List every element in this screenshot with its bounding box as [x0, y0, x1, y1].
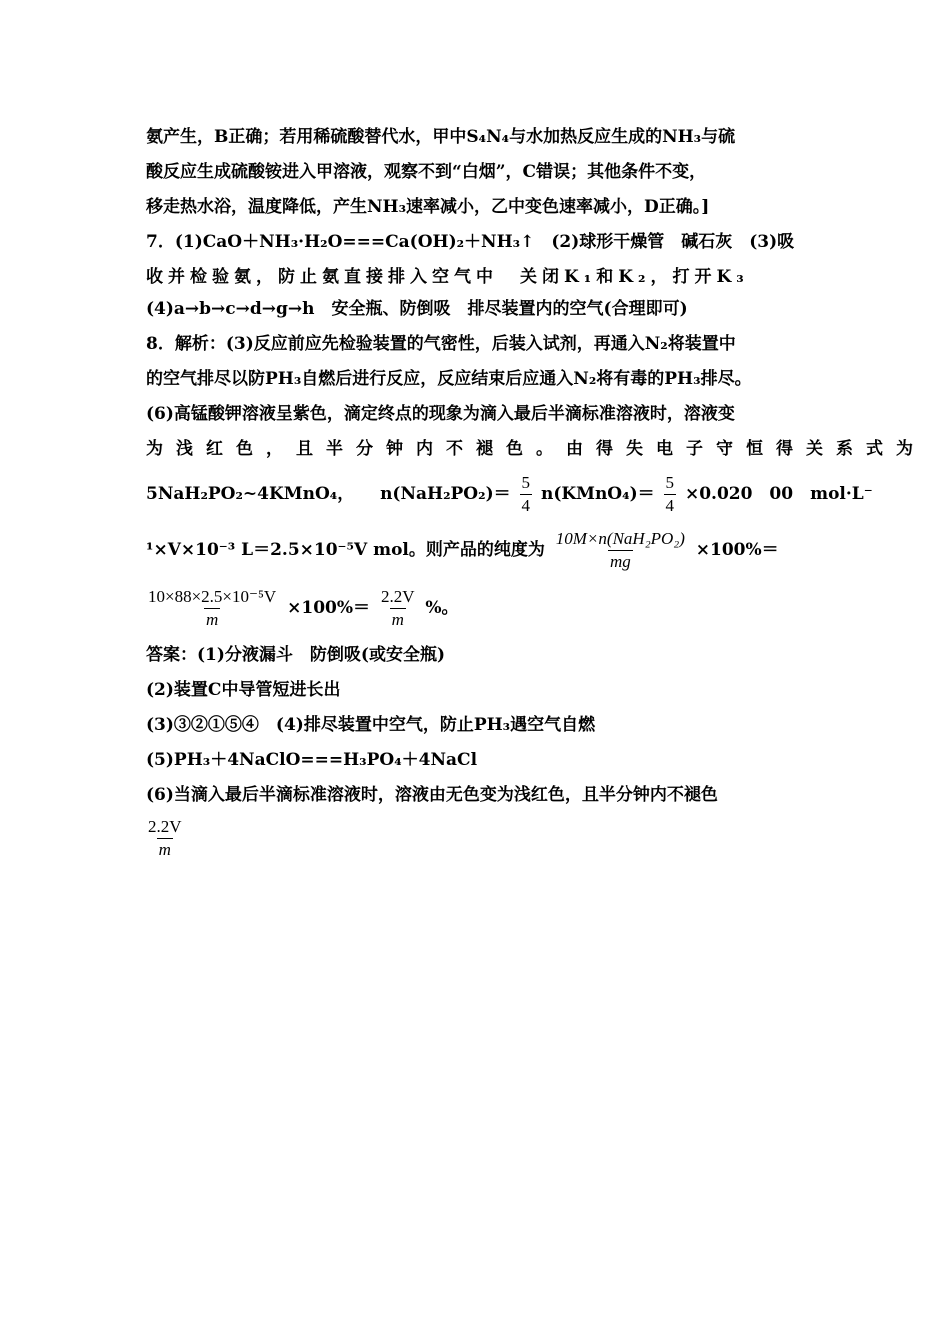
text-line-6: (4)a→b→c→d→g→h 安全瓶、防倒吸 排尽装置内的空气(合理即可)	[146, 299, 688, 319]
fraction-calc	[146, 588, 278, 629]
answer-line-3: (3)③②①⑤④ (4)排尽装置中空气，防止PH₃遇空气自燃	[146, 715, 596, 735]
fraction-denominator: 4	[665, 496, 675, 515]
fraction-answer	[146, 818, 184, 859]
text-line-5: 收并检验氨，防止氨直接排入空气中 关闭K₁和K₂，打开K₃	[146, 267, 749, 287]
fraction-numerator: 2.2V	[380, 587, 415, 606]
fraction-numerator: 5	[521, 473, 531, 492]
formula-line-calc	[146, 584, 810, 632]
text-line-8: 的空气排尽以防PH₃自燃后进行反应，反应结束后应通入N₂将有毒的PH₃排尽。	[146, 369, 752, 389]
fraction-denominator: m	[158, 840, 171, 859]
relation-text: 5NaH₂PO₂~4KMnO₄，	[146, 484, 355, 504]
fraction-denominator: mg	[609, 552, 631, 571]
text-line-4: 7．(1)CaO＋NH₃·H₂O===Ca(OH)₂＋NH₃↑ (2)球形干燥管 碱石灰 (3)吸	[146, 232, 795, 252]
formula-line-purity	[146, 526, 810, 574]
text-line-7: 8．解析：(3)反应前应先检验装置的气密性，后装入试剂，再通入N₂将装置中	[146, 334, 736, 354]
fraction-numerator: 5	[665, 473, 675, 492]
answer-line-1: 答案：(1)分液漏斗 防倒吸(或安全瓶)	[146, 645, 446, 665]
percent-equals-text: ×100%＝	[695, 540, 779, 560]
text-line-10: 为浅红色，且半分钟内不褪色。由得失电子守恒得关系式为	[146, 439, 926, 459]
fraction-five-fourths-2	[664, 474, 677, 515]
percent-text: %。	[425, 598, 459, 618]
answer-line-2: (2)装置C中导管短进长出	[146, 680, 341, 700]
fraction-denominator: m	[391, 610, 404, 629]
fraction-denominator: 4	[521, 496, 531, 515]
fraction-numerator: 2.2V	[148, 817, 182, 836]
formula-line-ratio	[146, 470, 873, 518]
fraction-numerator: 10M×n(NaH₂PO₂)	[555, 529, 685, 548]
fraction-purity	[554, 530, 687, 571]
answer-line-4: (5)PH₃＋4NaClO===H₃PO₄＋4NaCl	[146, 750, 478, 770]
moles-text: ¹×V×10⁻³ L＝2.5×10⁻⁵V mol。则产品的纯度为	[146, 540, 545, 560]
text-line-2: 酸反应生成硫酸铵进入甲溶液，观察不到“白烟”，C错误；其他条件不变，	[146, 162, 707, 182]
fraction-denominator: m	[205, 610, 219, 629]
answer-line-6	[146, 814, 810, 862]
text-line-1: 氨产生，B正确；若用稀硫酸替代水，甲中S₄N₄与水加热反应生成的NH₃与硫	[146, 127, 736, 147]
fraction-numerator: 10×88×2.5×10⁻⁵V	[148, 587, 277, 606]
text-line-3: 移走热水浴，温度降低，产生NH₃速率减小，乙中变色速率减小，D正确。]	[146, 197, 710, 217]
n-nah2po2-text: n(NaH₂PO₂)＝	[380, 484, 511, 504]
answer-line-5: (6)当滴入最后半滴标准溶液时，溶液由无色变为浅红色，且半分钟内不褪色	[146, 785, 718, 805]
fraction-five-fourths-1	[520, 474, 533, 515]
percent-equals-text-2: ×100%＝	[287, 598, 371, 618]
concentration-text: ×0.020 00 mol·L⁻	[684, 484, 873, 504]
n-kmno4-text: n(KMnO₄)＝	[540, 484, 655, 504]
text-line-9: (6)高锰酸钾溶液呈紫色，滴定终点的现象为滴入最后半滴标准溶液时，溶液变	[146, 404, 735, 424]
fraction-result	[379, 588, 417, 629]
